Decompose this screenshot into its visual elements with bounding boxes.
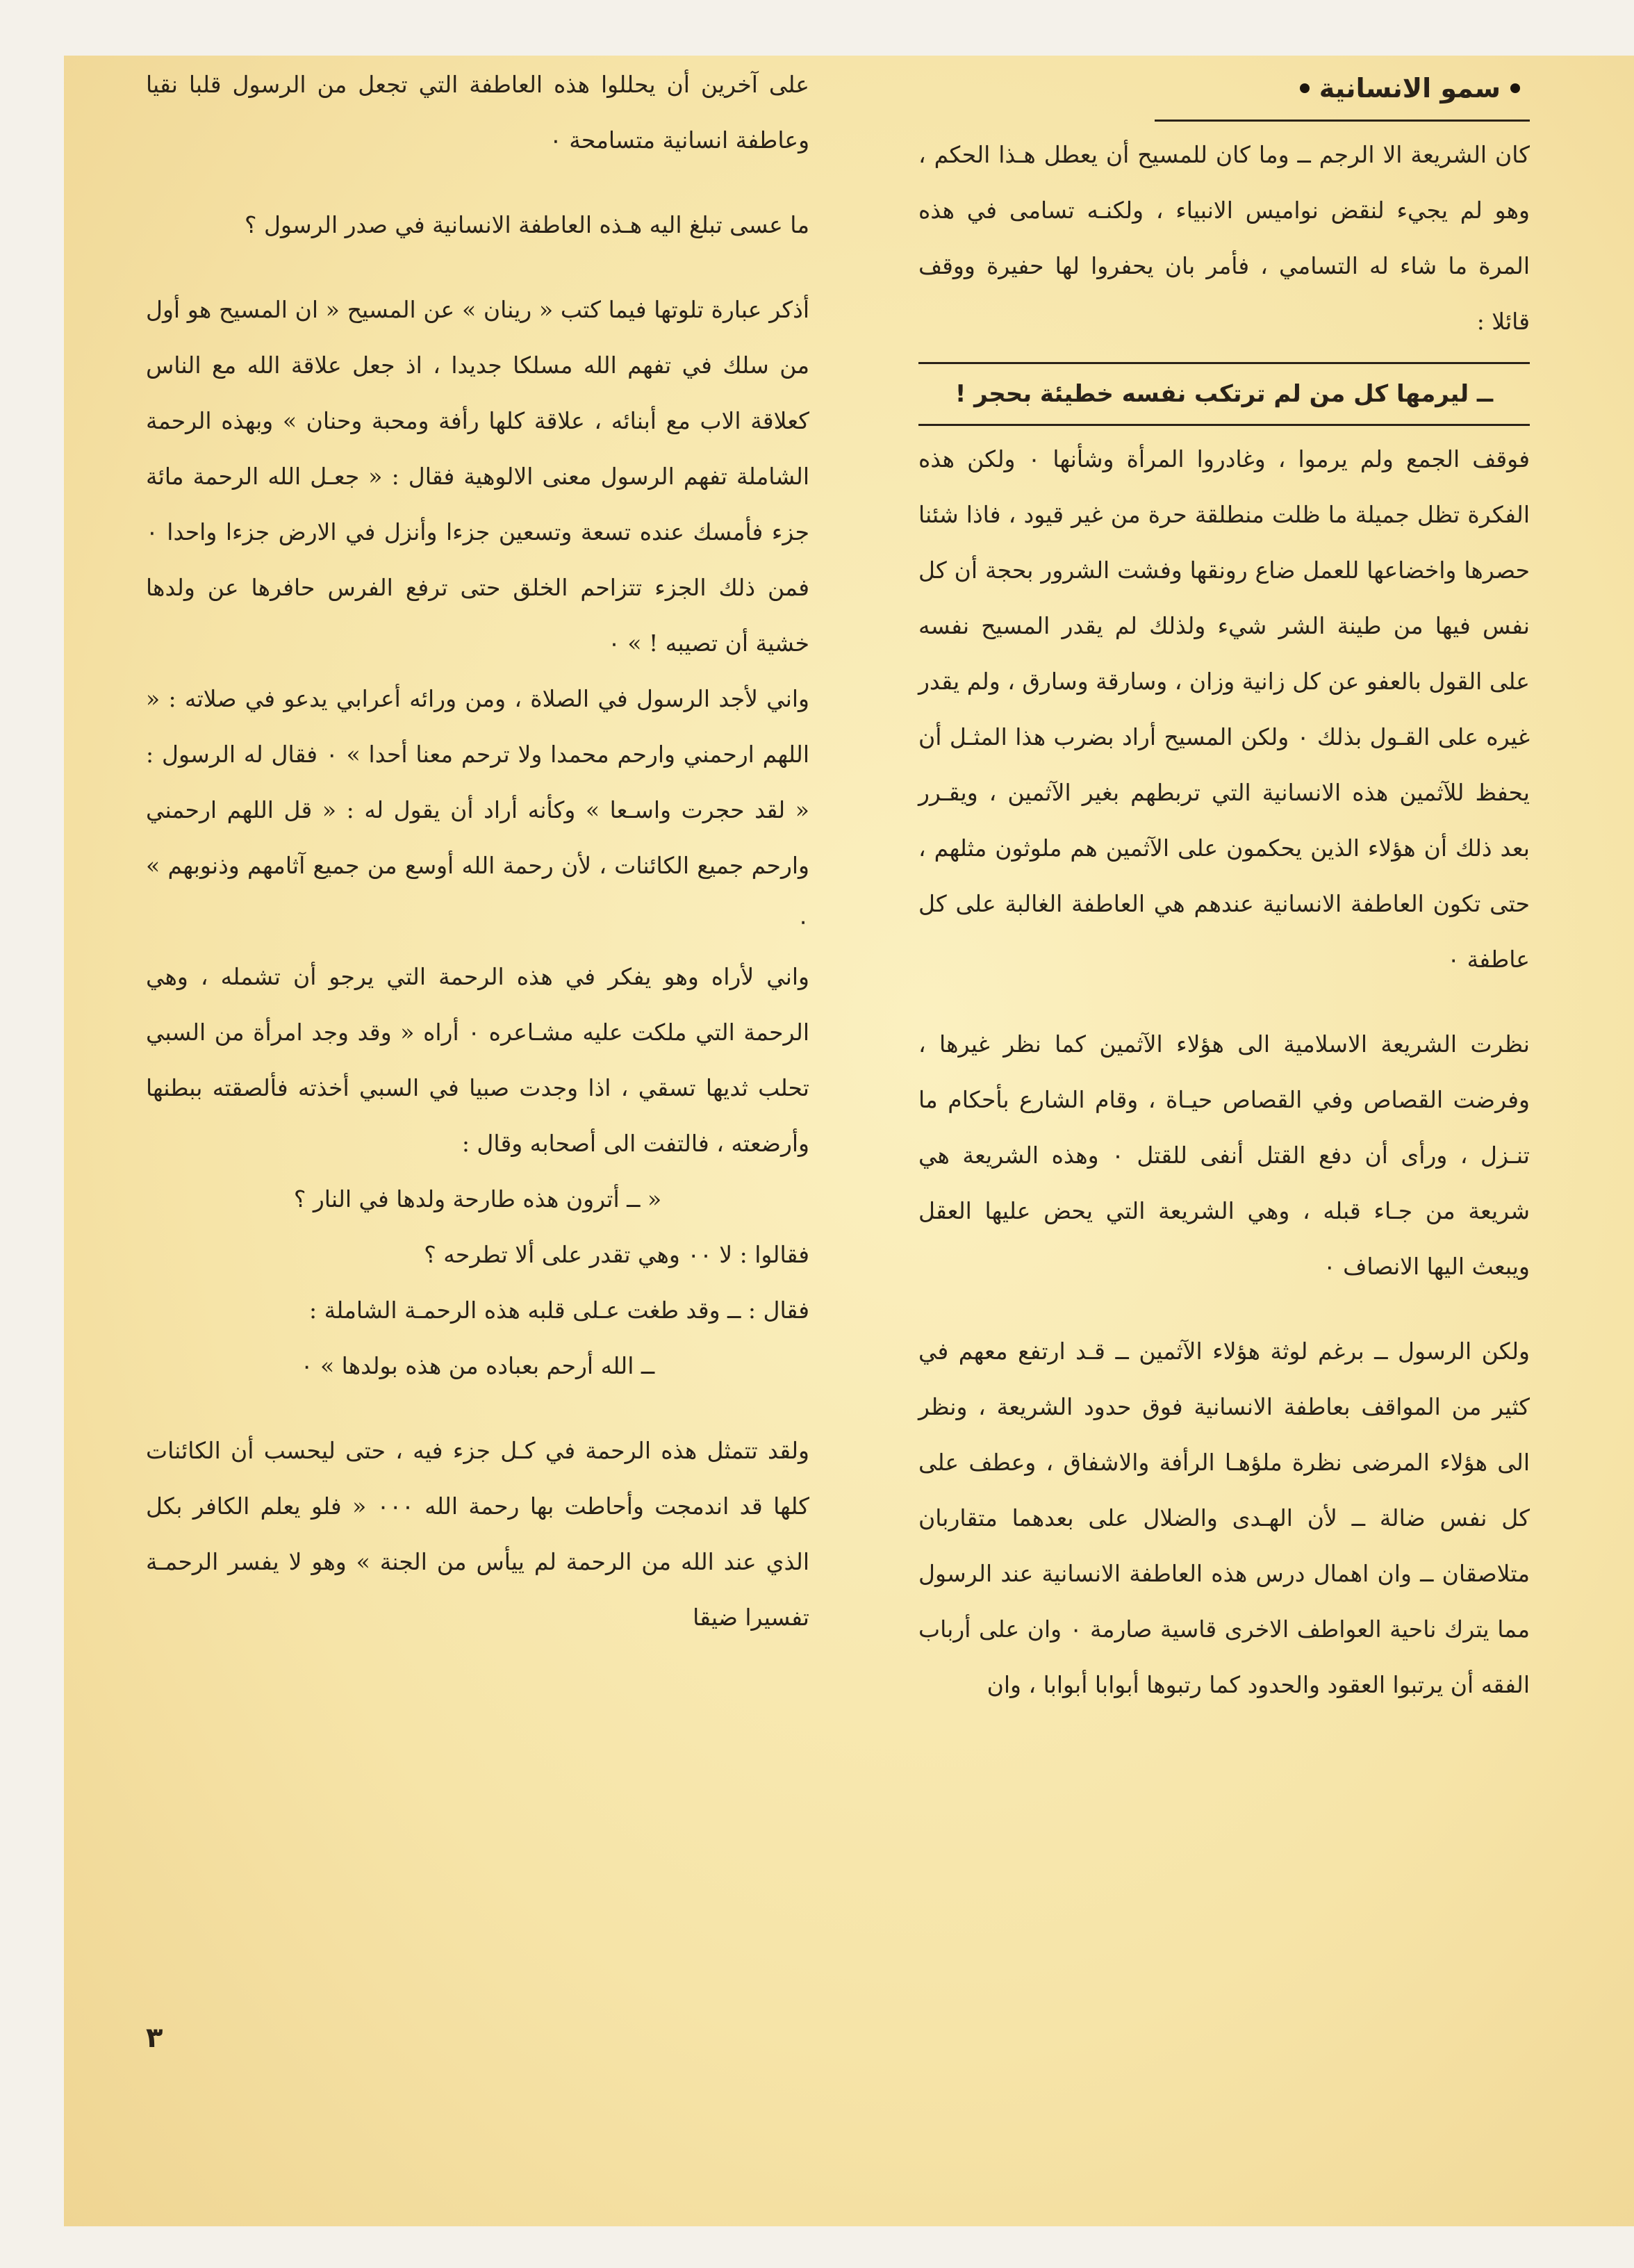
paragraph: كان الشريعة الا الرجم ــ وما كان للمسيح أن يعطل هـذا الحكم ، وهو لم يجيء لنقض نواميس الانبياء ، ولكنـه تسامى في هذه المرة ما شاء له التسامي ، فأمر بان يحفروا لها حفيرة ووقف قائلا : bbox=[918, 141, 1530, 335]
article-title: سمو الانسانية bbox=[1319, 73, 1501, 104]
paragraph: أذكر عبارة تلوتها فيما كتب « رينان » عن المسيح « ان المسيح هو أول من سلك في تفهم الله مسلكا جديدا ، اذ جعل علاقة الله مع الناس كعلاقة الاب مع أبنائه ، علاقة كلها رأفة ومحبة وحنان » وبهذه الرحمة الشاملة تفهم الرسول معنى الالوهية فقال : « جعـل الله الرحمة مائة جزء فأمسك عنده تسعة وتسعين جزءا وأنزل في الارض جزءا واحدا ٠ فمن ذلك الجزء تتزاحم الخلق حتى ترفع الفرس حافرها عن ولدها خشية أن تصيبه ! » ٠ bbox=[146, 296, 809, 657]
paragraph: ولقد تتمثل هذه الرحمة في كـل جزء فيه ، حتى ليحسب أن الكائنات كلها قد اندمجت وأحاطت بها رحمة الله ٠٠٠ « فلو يعلم الكافر بكل الذي عند الله من الرحمة لم ييأس من الجنة » وهو لا يفسر الرحمـة تفسيرا ضيقا bbox=[146, 1437, 810, 1631]
paragraph: ما عسى تبلغ اليه هـذه العاطفة الانسانية في صدر الرسول ؟ bbox=[245, 211, 809, 238]
pull-quote-text: ــ ليرمها كل من لم ترتكب نفسه خطيئة بحجر ! bbox=[955, 380, 1494, 408]
paragraph: نظرت الشريعة الاسلامية الى هؤلاء الآثمين كما نظر غيرها ، وفرضت القصاص وفي القصاص حيـاة ، وقام الشارع بأحكام ما تنـزل ، ورأى أن دفع القتل أنفى للقتل ٠ وهذه الشريعة هي شريعة من جـاء قبله ، وهي الشريعة التي يحض عليها العقل ويبعث اليها الانصاف ٠ bbox=[918, 1030, 1530, 1280]
paragraph: واني لأجد الرسول في الصلاة ، ومن ورائه أعرابي يدعو في صلاته : « اللهم ارحمني وارحم محمدا ولا ترحم معنا أحدا » ٠ فقال له الرسول : « لقد حجرت واسـعا » وكأنه أراد أن يقول له : « قل اللهم ارحمني وارحم جميع الكائنات ، لأن رحمة الله أوسع من جميع آثامهم وذنوبهم » ٠ bbox=[146, 685, 809, 935]
paragraph: واني لأراه وهو يفكر في هذه الرحمة التي يرجو أن تشمله ، وهي الرحمة التي ملكت عليه مشـاعره ٠ أراه « وقد وجد امرأة من السبي تحلب ثديها تسقي ، اذا وجدت صبيا في السبي أخذته فألصقته ببطنها وأرضعته ، فالتفت الى أصحابه وقال : bbox=[146, 963, 809, 1157]
title-underline bbox=[1155, 120, 1530, 122]
magazine-page bbox=[64, 56, 1634, 2226]
paragraph: على آخرين أن يحللوا هذه العاطفة التي تجعل من الرسول قلبا نقيا وعاطفة انسانية متسامحة ٠ bbox=[146, 71, 809, 154]
left-column bbox=[146, 57, 809, 1645]
dialogue-line: ــ الله أرحم بعباده من هذه بولدها » ٠ bbox=[300, 1352, 655, 1379]
dialogue-line: فقال : ــ وقد طغت عـلى قلبه هذه الرحمـة الشاملة : bbox=[308, 1297, 809, 1324]
bullet-dot-icon bbox=[1510, 83, 1520, 93]
paragraph: ولكن الرسول ــ برغم لوثة هؤلاء الآثمين ــ قـد ارتفع معهم في كثير من المواقف بعاطفة الانسانية فوق حدود الشريعة ، ونظر الى هؤلاء المرضى نظرة ملؤهـا الرأفة والاشفاق ، وعطف على كل نفس ضالة ــ لأن الهـدى والضلال على بعدهما متقاربان متلاصقان ــ وان اهمال درس هذه العاطفة الانسانية عند الرسول مما يترك ناحية العواطف الاخرى قاسية صارمة ٠ وان على أرباب الفقه أن يرتبوا العقود والحدود كما رتبوها أبوابا أبوابا ، وان bbox=[918, 1338, 1530, 1698]
dialogue-line: فقالوا : لا ٠٠ وهي تقدر على ألا تطرحه ؟ bbox=[424, 1241, 809, 1268]
dialogue-line: « ــ أترون هذه طارحة ولدها في النار ؟ bbox=[293, 1185, 662, 1213]
page-number: ٣ bbox=[146, 2022, 163, 2054]
pull-quote bbox=[918, 362, 1530, 426]
bullet-dot-icon bbox=[1300, 83, 1310, 93]
paragraph: فوقف الجمع ولم يرموا ، وغادروا المرأة وشأنها ٠ ولكن هذه الفكرة تظل جميلة ما ظلت منطلقة حرة من غير قيود ، فاذا شئنا حصرها واخضاعها للعمل ضاع رونقها وفشت الشرور بحجة أن كل نفس فيها من طينة الشر شيء ولذلك لم يقدر المسيح نفسه على القول بالعفو عن كل زانية وزان ، وسارقة وسارق ، ولم يقدر غيره على القـول بذلك ٠ ولكن المسيح أراد بضرب هذا المثـل أن يحفظ للآثمين هذه الانسانية التي تربطهم بغير الآثمين ، ويقـرر بعد ذلك أن هؤلاء الذين يحكمون على الآثمين هم ملوثون مثلهم ، حتى تكون العاطفة الانسانية عندهم هي العاطفة الغالبة على كل عاطفة ٠ bbox=[918, 445, 1530, 973]
article-header bbox=[918, 57, 1530, 120]
right-column bbox=[918, 57, 1530, 1713]
